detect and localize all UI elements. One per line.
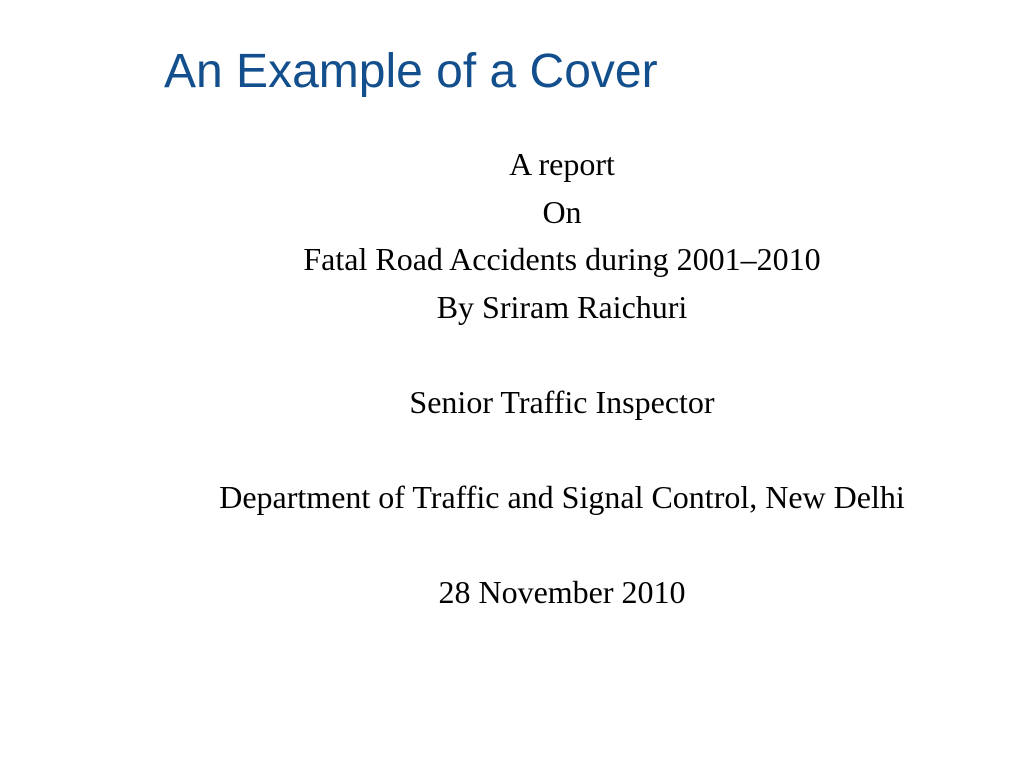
cover-line-subject: Fatal Road Accidents during 2001–2010 xyxy=(303,241,821,278)
cover-line-spacer xyxy=(100,427,1024,475)
cover-line-on: On xyxy=(542,193,582,230)
cover-line-department: Department of Traffic and Signal Control, New Delhi xyxy=(219,479,905,516)
cover-line-designation: Senior Traffic Inspector xyxy=(409,383,715,420)
cover-text-block xyxy=(100,141,1024,617)
cover-line-date: 28 November 2010 xyxy=(438,574,686,611)
cover-line-report: A report xyxy=(509,146,615,182)
cover-line-author: By Sriram Raichuri xyxy=(436,288,688,325)
cover-line-spacer xyxy=(100,522,1024,570)
cover-line-spacer xyxy=(100,331,1024,379)
slide-title: An Example of a Cover xyxy=(164,45,658,98)
